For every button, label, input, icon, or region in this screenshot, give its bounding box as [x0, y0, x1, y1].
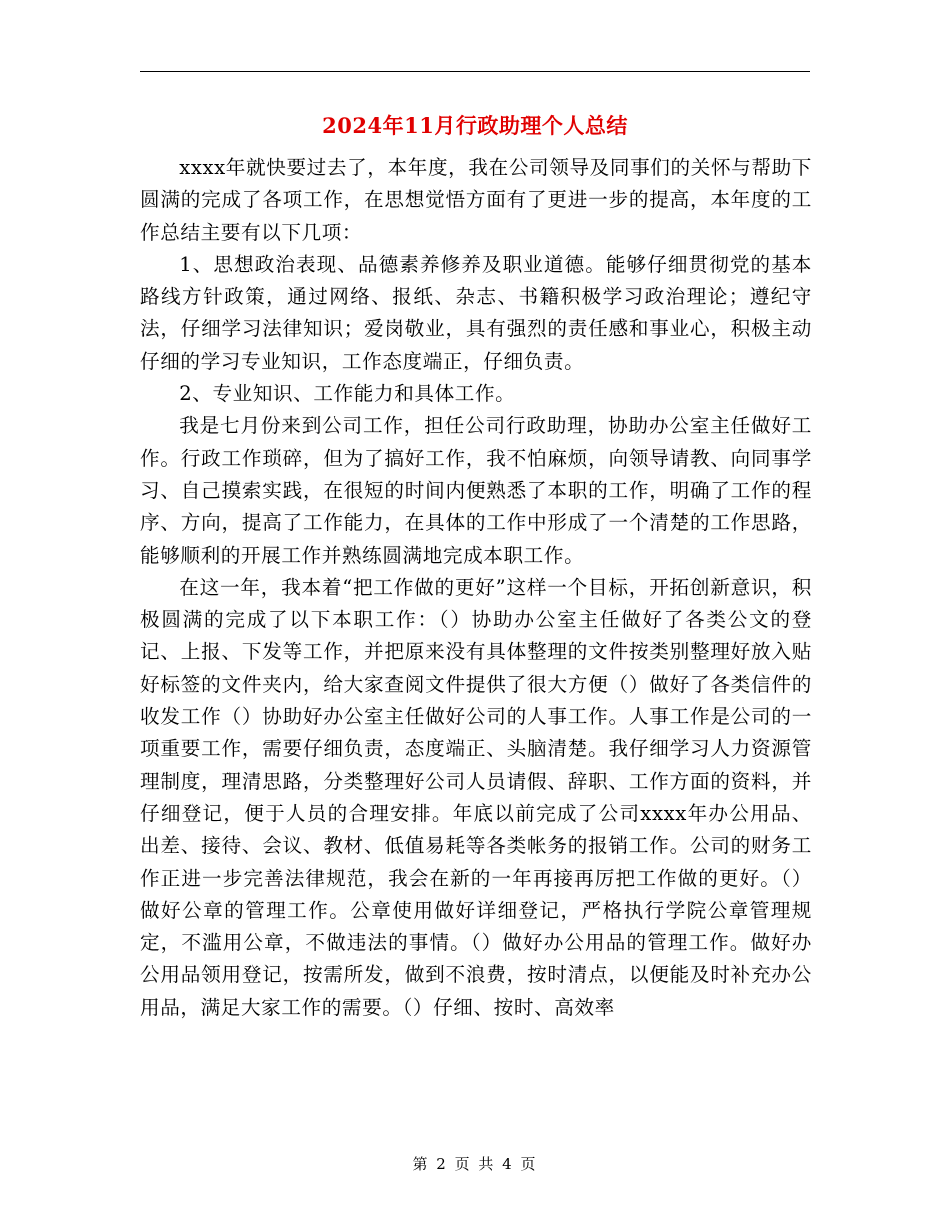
header-rule [140, 71, 810, 72]
paragraph-item-1: 1、思想政治表现、品德素养修养及职业道德。能够仔细贯彻党的基本路线方针政策，通过网络、报纸、杂志、书籍积极学习政治理论；遵纪守法，仔细学习法律知识；爱岗敬业，具有强烈的责任感和事业心，积极主动仔细的学习专业知识，工作态度端正，仔细负责。 [140, 252, 812, 373]
paragraph-work-start: 我是七月份来到公司工作，担任公司行政助理，协助办公室主任做好工作。行政工作琐碎，但为了搞好工作，我不怕麻烦，向领导请教、向同事学习、自己摸索实践，在很短的时间内便熟悉了本职的工作，明确了工作的程序、方向，提高了工作能力，在具体的工作中形成了一个清楚的工作思路，能够顺利的开展工作并熟练圆满地完成本职工作。 [140, 414, 812, 567]
paragraph-work-duties: 在这一年，我本着“把工作做的更好”这样一个目标，开拓创新意识，积极圆满的完成了以下本职工作：（）协助办公室主任做好了各类公文的登记、上报、下发等工作，并把原来没有具体整理的文件按类别整理好放入贴好标签的文件夹内，给大家查阅文件提供了很大方便（）做好了各类信件的收发工作（）协助好办公室主任做好公司的人事工作。人事工作是公司的一项重要工作，需要仔细负责，态度端正、头脑清楚。我仔细学习人力资源管理制度，理清思路，分类整理好公司人员请假、辞职、工作方面的资料，并仔细登记，便于人员的合理安排。年底以前完成了公司xxxx年办公用品、出差、接待、会议、教材、低值易耗等各类帐务的报销工作。公司的财务工作正进一步完善法律规范，我会在新的一年再接再厉把工作做的更好。（）做好公章的管理工作。公章使用做好详细登记，严格执行学院公章管理规定，不滥用公章，不做违法的事情。（）做好办公用品的管理工作。做好办公用品领用登记，按需所发，做到不浪费，按时清点，以便能及时补充办公用品，满足大家工作的需要。（）仔细、按时、高效率 [140, 575, 812, 1019]
paragraph-item-2-heading: 2、专业知识、工作能力和具体工作。 [179, 382, 516, 406]
page-number-footer: 第 2 页 共 4 页 [412, 1155, 538, 1173]
document-body [140, 152, 812, 1024]
paragraph-intro: xxxx年就快要过去了，本年度，我在公司领导及同事们的关怀与帮助下圆满的完成了各项工作，在思想觉悟方面有了更进一步的提高，本年度的工作总结主要有以下几项： [140, 156, 812, 244]
document-title: 2024年11月行政助理个人总结 [322, 113, 628, 138]
